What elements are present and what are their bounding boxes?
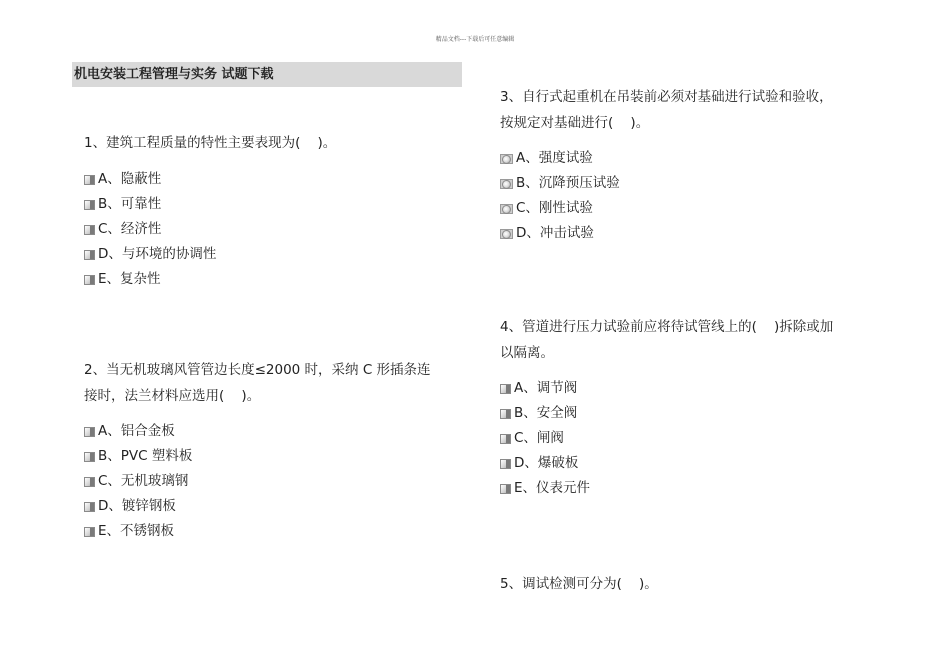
checkbox-icon[interactable] [500,409,511,419]
radio-icon[interactable] [500,204,513,214]
checkbox-icon[interactable] [84,250,95,260]
option-4d[interactable]: D、爆破板 [500,451,870,476]
option-2e[interactable]: E、不锈钢板 [84,519,462,544]
question-3-line1: 3、自行式起重机在吊装前必须对基础进行试验和验收， [500,89,833,105]
checkbox-icon[interactable] [84,175,95,185]
checkbox-icon[interactable] [84,452,95,462]
question-5 [500,571,870,597]
page-title: 机电安装工程管理与实务 试题下载 [72,62,462,87]
option-2c[interactable]: C、无机玻璃钢 [84,469,462,494]
option-2a[interactable]: A、铝合金板 [84,419,462,444]
radio-icon[interactable] [500,154,513,164]
question-3 [500,84,870,246]
option-4a[interactable]: A、调节阀 [500,376,870,401]
checkbox-icon[interactable] [84,477,95,487]
option-3a[interactable]: A、强度试验 [500,146,870,171]
radio-icon[interactable] [500,229,513,239]
question-3-line2: 按规定对基础进行( )。 [500,115,650,131]
option-3d[interactable]: D、冲击试验 [500,221,870,246]
option-2b[interactable]: B、PVC 塑料板 [84,444,462,469]
option-4e[interactable]: E、仪表元件 [500,476,870,501]
option-1b[interactable]: B、可靠性 [84,192,462,217]
checkbox-icon[interactable] [500,434,511,444]
option-3c[interactable]: C、刚性试验 [500,196,870,221]
question-1-text: 1、建筑工程质量的特性主要表现为( )。 [84,135,337,151]
option-1d[interactable]: D、与环境的协调性 [84,242,462,267]
page-header: 精品文档---下载后可任意编辑 [435,36,515,43]
question-4-line1: 4、管道进行压力试验前应将待试管线上的( )拆除或加 [500,319,834,335]
question-2-line1: 2、当无机玻璃风管管边长度≤2000 时，采纳 C 形插条连 [84,362,431,378]
option-1e[interactable]: E、复杂性 [84,267,462,292]
checkbox-icon[interactable] [84,275,95,285]
option-2d[interactable]: D、镀锌钢板 [84,494,462,519]
question-2-line2: 接时，法兰材料应选用( )。 [84,388,261,404]
checkbox-icon[interactable] [500,484,511,494]
question-3-options [500,146,870,246]
question-4 [500,314,870,501]
checkbox-icon[interactable] [84,502,95,512]
question-1-options [72,167,462,292]
question-5-text: 5、调试检测可分为( )。 [500,576,658,592]
option-1c[interactable]: C、经济性 [84,217,462,242]
question-2 [72,357,462,544]
option-3b[interactable]: B、沉降预压试验 [500,171,870,196]
checkbox-icon[interactable] [500,459,511,469]
question-1 [72,130,462,292]
checkbox-icon[interactable] [84,527,95,537]
option-1a[interactable]: A、隐蔽性 [84,167,462,192]
question-4-line2: 以隔离。 [500,345,554,361]
right-column [500,84,870,597]
checkbox-icon[interactable] [84,200,95,210]
option-4b[interactable]: B、安全阀 [500,401,870,426]
checkbox-icon[interactable] [84,427,95,437]
question-2-options [72,419,462,544]
left-column [72,62,462,544]
checkbox-icon[interactable] [84,225,95,235]
option-4c[interactable]: C、闸阀 [500,426,870,451]
checkbox-icon[interactable] [500,384,511,394]
question-4-options [500,376,870,501]
radio-icon[interactable] [500,179,513,189]
